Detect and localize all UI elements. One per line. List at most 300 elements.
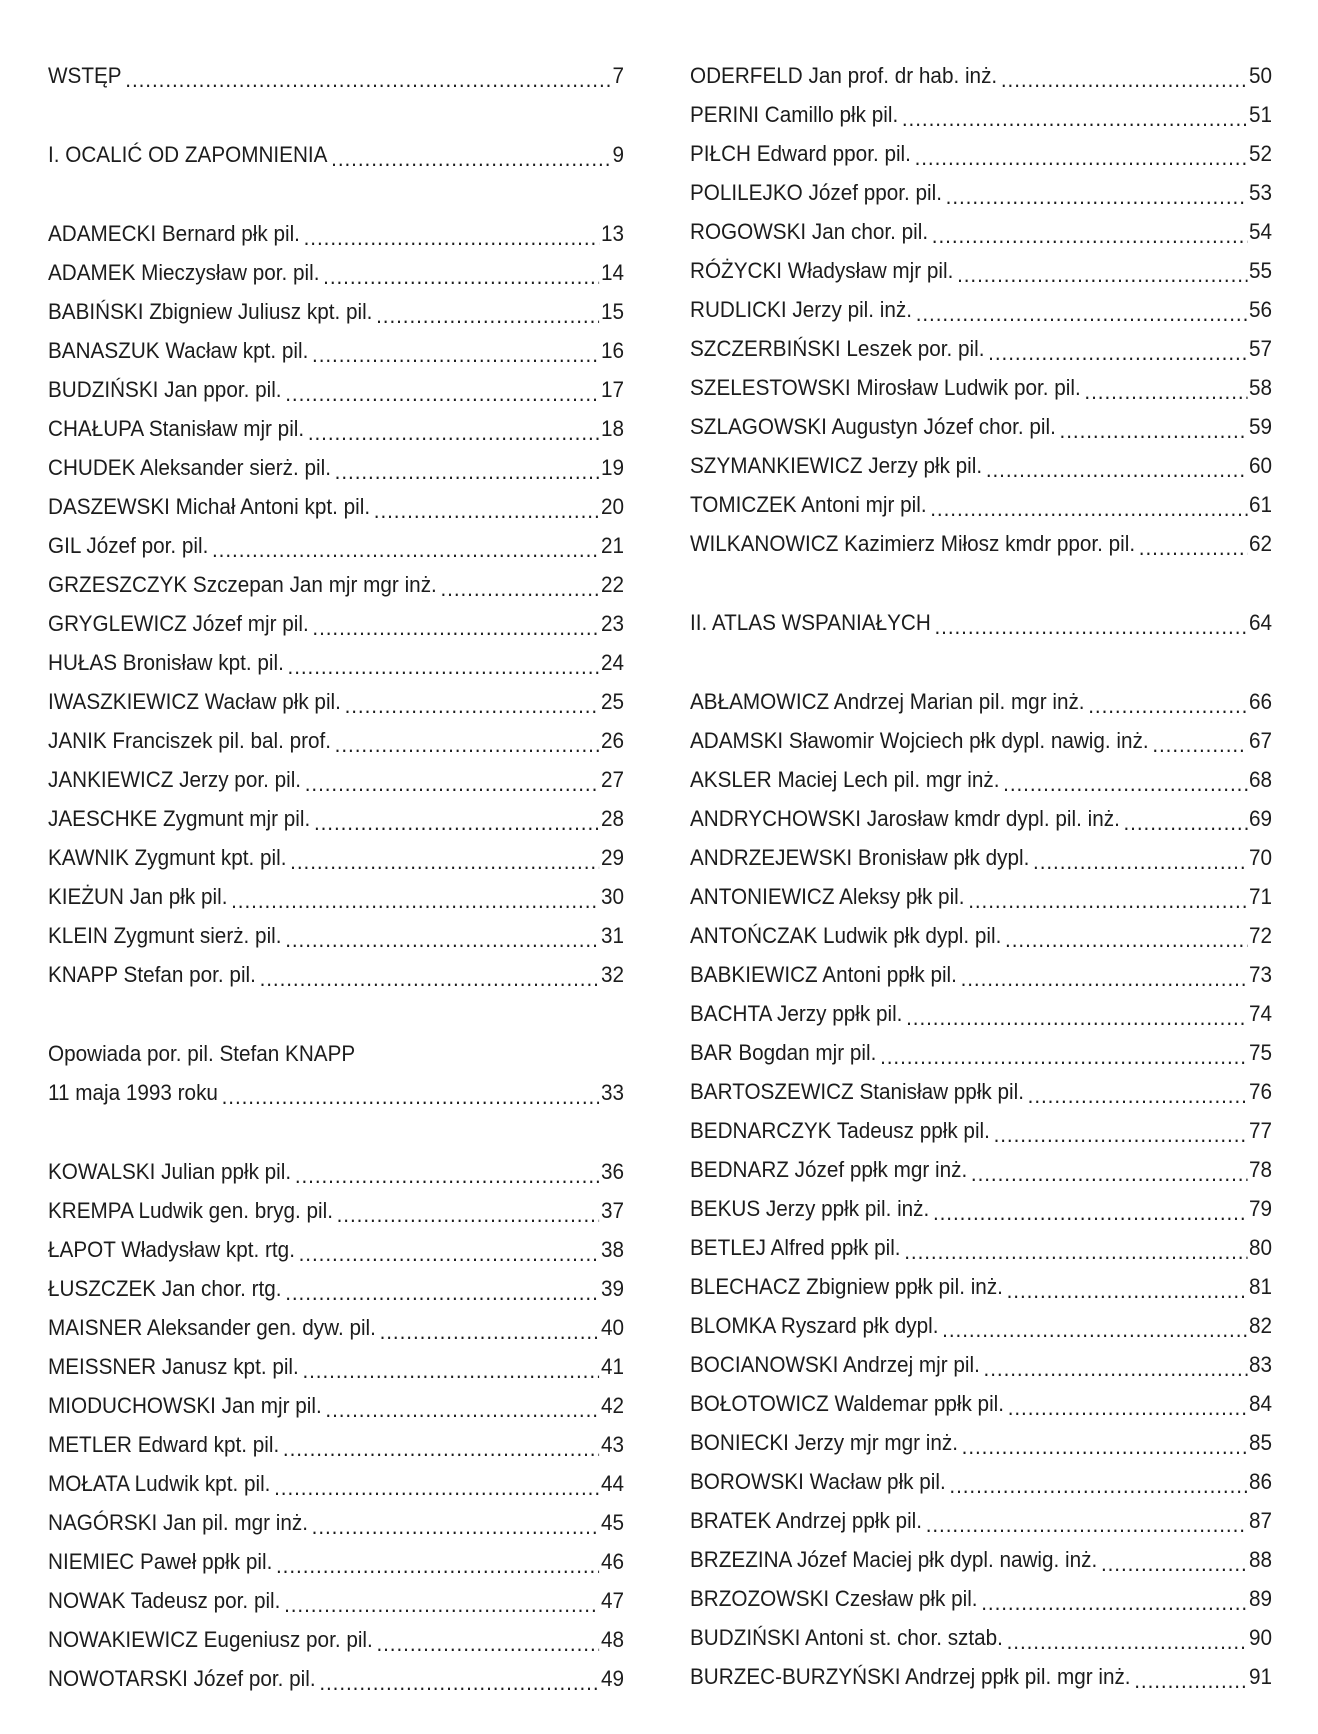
leader-dots	[284, 1590, 599, 1620]
toc-entry	[690, 212, 1272, 251]
toc-entry-title: BACHTA Jerzy ppłk pil.	[690, 1001, 903, 1026]
leader-dots	[337, 1200, 600, 1230]
toc-page-number: 74	[1248, 1001, 1273, 1026]
leader-dots	[299, 1239, 600, 1269]
toc-entry	[48, 1620, 624, 1659]
toc-entry	[690, 1033, 1272, 1072]
leader-dots	[345, 691, 600, 721]
leader-dots	[314, 808, 599, 838]
toc-entry-title: MOŁATA Ludwik kpt. pil.	[48, 1471, 271, 1496]
toc-entry-title: WILKANOWICZ Kazimierz Miłosz kmdr ppor. pil.	[690, 531, 1136, 556]
toc-entry-title: ADAMSKI Sławomir Wojciech płk dypl. nawig. inż.	[690, 728, 1149, 753]
toc-entry-title: ROGOWSKI Jan chor. pil.	[690, 219, 929, 244]
toc-page-number: 83	[1248, 1352, 1273, 1377]
toc-entry	[48, 253, 624, 292]
spacer	[48, 174, 624, 214]
toc-entry	[48, 1269, 624, 1308]
toc-entry	[48, 1542, 624, 1581]
leader-dots	[915, 143, 1248, 173]
toc-entry	[690, 1189, 1272, 1228]
toc-entry	[690, 1072, 1272, 1111]
toc-entry	[690, 134, 1272, 173]
toc-entry-title: CHAŁUPA Stanisław mjr pil.	[48, 416, 305, 441]
toc-page-number: 75	[1248, 1040, 1273, 1065]
toc-page-number: 89	[1248, 1586, 1273, 1611]
leader-dots	[880, 1042, 1247, 1072]
toc-entry	[48, 916, 624, 955]
spacer	[690, 563, 1272, 603]
leader-dots	[1028, 1081, 1247, 1111]
leader-dots	[902, 104, 1247, 134]
toc-entry-title: MEISSNER Janusz kpt. pil.	[48, 1354, 299, 1379]
toc-page-number: 26	[600, 728, 625, 753]
leader-dots	[986, 455, 1247, 485]
toc-entry-title: KAWNIK Zygmunt kpt. pil.	[48, 845, 287, 870]
leader-dots	[276, 1551, 599, 1581]
leader-dots	[1005, 925, 1247, 955]
toc-entry	[690, 799, 1272, 838]
leader-dots	[290, 847, 599, 877]
toc-entry	[690, 251, 1272, 290]
leader-dots	[288, 652, 600, 682]
toc-page-number: 86	[1248, 1469, 1273, 1494]
toc-page-number: 7	[612, 63, 625, 88]
toc-page-number: 49	[600, 1666, 625, 1691]
leader-dots	[1001, 65, 1247, 95]
toc-page-number: 80	[1248, 1235, 1273, 1260]
toc-entry	[48, 955, 624, 994]
toc-entry-title: GIL Józef por. pil.	[48, 533, 209, 558]
toc-entry-title: BOŁOTOWICZ Waldemar ppłk pil.	[690, 1391, 1005, 1416]
toc-entry	[690, 1267, 1272, 1306]
toc-entry	[48, 1152, 624, 1191]
toc-entry-title: KOWALSKI Julian ppłk pil.	[48, 1159, 292, 1184]
toc-entry-title: BETLEJ Alfred ppłk pil.	[690, 1235, 901, 1260]
toc-entry-title: BUDZIŃSKI Antoni st. chor. sztab.	[690, 1625, 1003, 1650]
toc-entry	[48, 1425, 624, 1464]
leader-dots	[325, 1395, 599, 1425]
toc-page-number: 44	[600, 1471, 625, 1496]
toc-entry-title: BEDNARZ Józef ppłk mgr inż.	[690, 1157, 968, 1182]
toc-page-number: 42	[600, 1393, 625, 1418]
leader-dots	[285, 925, 599, 955]
toc-entry-title: RUDLICKI Jerzy pil. inż.	[690, 297, 913, 322]
toc-page-number: 36	[600, 1159, 625, 1184]
toc-page-number: 77	[1248, 1118, 1273, 1143]
toc-page-number: 73	[1248, 962, 1273, 987]
toc-entry-title: BOROWSKI Wacław płk pil.	[690, 1469, 946, 1494]
toc-entry	[48, 604, 624, 643]
toc-entry-title: ANTOŃCZAK Ludwik płk dypl. pil.	[690, 923, 1002, 948]
leader-dots	[335, 457, 599, 487]
leader-dots	[988, 338, 1247, 368]
leader-dots	[968, 886, 1247, 916]
toc-page-number: 38	[600, 1237, 625, 1262]
toc-entry-title: DASZEWSKI Michał Antoni kpt. pil.	[48, 494, 371, 519]
toc-page-number: 33	[600, 1080, 625, 1105]
toc-entry	[690, 877, 1272, 916]
toc-entry	[48, 565, 624, 604]
toc-page-number: 51	[1248, 102, 1273, 127]
leader-dots	[1008, 1393, 1247, 1423]
toc-entry-title: BURZEC-BURZYŃSKI Andrzej ppłk pil. mgr inż.	[690, 1664, 1131, 1689]
toc-page-number: 91	[1248, 1664, 1273, 1689]
toc-entry-title: BEDNARCZYK Tadeusz ppłk pil.	[690, 1118, 990, 1143]
toc-entry-list	[690, 682, 1272, 1696]
toc-entry	[690, 1345, 1272, 1384]
toc-page-number: 15	[600, 299, 625, 324]
toc-page-number: 58	[1248, 375, 1273, 400]
toc-entry-title: BARTOSZEWICZ Stanisław ppłk pil.	[690, 1079, 1024, 1104]
toc-entry-list	[48, 214, 624, 994]
toc-entry-title: ŁUSZCZEK Jan chor. rtg.	[48, 1276, 282, 1301]
toc-entry-title: JANKIEWICZ Jerzy por. pil.	[48, 767, 302, 792]
toc-entry-title: PIŁCH Edward ppor. pil.	[690, 141, 911, 166]
toc-page-number: 67	[1248, 728, 1273, 753]
toc-entry-title: SZYMANKIEWICZ Jerzy płk pil.	[690, 453, 983, 478]
spacer	[48, 95, 624, 135]
leader-dots	[312, 340, 599, 370]
toc-entry	[690, 760, 1272, 799]
toc-page-number: 57	[1248, 336, 1273, 361]
leader-dots	[1033, 847, 1247, 877]
toc-entry-title: AKSLER Maciej Lech pil. mgr inż.	[690, 767, 1000, 792]
leader-dots	[380, 1317, 600, 1347]
toc-intro-entry	[48, 56, 624, 95]
toc-story-entry	[48, 1073, 624, 1112]
leader-dots	[957, 260, 1247, 290]
toc-entry	[690, 682, 1272, 721]
leader-dots	[1124, 808, 1248, 838]
toc-entry	[690, 1228, 1272, 1267]
toc-page-number: 45	[600, 1510, 625, 1535]
toc-entry	[690, 916, 1272, 955]
toc-entry-title: ANTONIEWICZ Aleksy płk pil.	[690, 884, 965, 909]
toc-entry-title: NIEMIEC Paweł ppłk pil.	[48, 1549, 273, 1574]
toc-entry-title: BLECHACZ Zbigniew ppłk pil. inż.	[690, 1274, 1003, 1299]
toc-entry	[48, 1581, 624, 1620]
leader-dots	[302, 1356, 599, 1386]
toc-page-number: 81	[1248, 1274, 1273, 1299]
toc-entry	[690, 329, 1272, 368]
toc-entry	[48, 214, 624, 253]
toc-entry-title: JAESCHKE Zygmunt mjr pil.	[48, 806, 311, 831]
leader-dots	[1139, 533, 1247, 563]
toc-page-number: 30	[600, 884, 625, 909]
toc-page-number: 72	[1248, 923, 1273, 948]
toc-page-number: 68	[1248, 767, 1273, 792]
toc-page-number: 88	[1248, 1547, 1273, 1572]
toc-entry-list	[48, 1152, 624, 1698]
toc-entry	[48, 643, 624, 682]
toc-entry	[690, 1618, 1272, 1657]
leader-dots	[930, 494, 1247, 524]
leader-dots	[1007, 1276, 1248, 1306]
toc-page-number: 37	[600, 1198, 625, 1223]
toc-entry	[690, 1423, 1272, 1462]
toc-entry	[48, 799, 624, 838]
toc-page-number: 85	[1248, 1430, 1273, 1455]
toc-entry-title: NOWAKIEWICZ Eugeniusz por. pil.	[48, 1627, 373, 1652]
toc-page-number: 22	[600, 572, 625, 597]
leader-dots	[933, 1198, 1247, 1228]
leader-dots	[1088, 691, 1247, 721]
spacer	[48, 1112, 624, 1152]
toc-page-number: 27	[600, 767, 625, 792]
toc-entry	[690, 368, 1272, 407]
toc-entry-title: I. OCALIĆ OD ZAPOMNIENIA	[48, 142, 328, 167]
toc-page-number: 61	[1248, 492, 1273, 517]
toc-page-number: 48	[600, 1627, 625, 1652]
toc-entry	[48, 409, 624, 448]
toc-page-number: 32	[600, 962, 625, 987]
toc-entry	[690, 1462, 1272, 1501]
leader-dots	[319, 1668, 599, 1698]
toc-entry-list	[690, 56, 1272, 563]
leader-dots	[283, 1434, 599, 1464]
toc-entry-title: POLILEJKO Józef ppor. pil.	[690, 180, 942, 205]
toc-page-number: 43	[600, 1432, 625, 1457]
toc-entry-title: PERINI Camillo płk pil.	[690, 102, 899, 127]
leader-dots	[374, 496, 599, 526]
toc-entry-title: KIEŻUN Jan płk pil.	[48, 884, 228, 909]
toc-entry-title: BABIŃSKI Zbigniew Juliusz kpt. pil.	[48, 299, 373, 324]
toc-page-number: 87	[1248, 1508, 1273, 1533]
toc-entry	[48, 370, 624, 409]
leader-dots	[1152, 730, 1247, 760]
leader-dots	[295, 1161, 599, 1191]
toc-entry-title: ADAMEK Mieczysław por. pil.	[48, 260, 320, 285]
toc-page-number: 47	[600, 1588, 625, 1613]
leader-dots	[904, 1237, 1247, 1267]
toc-page-number: 69	[1248, 806, 1273, 831]
leader-dots	[285, 1278, 599, 1308]
toc-page-number: 76	[1248, 1079, 1273, 1104]
toc-entry	[690, 95, 1272, 134]
toc-entry-title: BLOMKA Ryszard płk dypl.	[690, 1313, 939, 1338]
toc-entry	[48, 526, 624, 565]
leader-dots	[1007, 1627, 1248, 1657]
toc-page-number: 60	[1248, 453, 1273, 478]
toc-entry	[690, 1579, 1272, 1618]
toc-page-number: 16	[600, 338, 625, 363]
toc-entry	[690, 1501, 1272, 1540]
toc-column-left	[48, 56, 624, 1698]
leader-dots	[906, 1003, 1247, 1033]
toc-entry	[690, 838, 1272, 877]
toc-entry-title: ANDRYCHOWSKI Jarosław kmdr dypl. pil. inż.	[690, 806, 1120, 831]
toc-entry-title: BEKUS Jerzy ppłk pil. inż.	[690, 1196, 930, 1221]
toc-entry-title: BONIECKI Jerzy mjr mgr inż.	[690, 1430, 958, 1455]
toc-entry-title: ANDRZEJEWSKI Bronisław płk dypl.	[690, 845, 1030, 870]
leader-dots	[331, 144, 610, 174]
toc-entry	[48, 292, 624, 331]
toc-page-number: 31	[600, 923, 625, 948]
toc-page-number: 39	[600, 1276, 625, 1301]
leader-dots	[212, 535, 599, 565]
leader-dots	[222, 1082, 600, 1112]
toc-page-number: 53	[1248, 180, 1273, 205]
toc-entry-title: BOCIANOWSKI Andrzej mjr pil.	[690, 1352, 980, 1377]
leader-dots	[440, 574, 599, 604]
toc-entry-title: IWASZKIEWICZ Wacław płk pil.	[48, 689, 341, 714]
toc-entry	[690, 173, 1272, 212]
toc-page-number: 59	[1248, 414, 1273, 439]
toc-entry-title: SZLAGOWSKI Augustyn Józef chor. pil.	[690, 414, 1056, 439]
leader-dots	[335, 730, 599, 760]
toc-entry	[690, 1111, 1272, 1150]
toc-entry	[690, 1657, 1272, 1696]
toc-entry-title: BRATEK Andrzej ppłk pil.	[690, 1508, 923, 1533]
toc-entry	[690, 446, 1272, 485]
toc-entry	[48, 682, 624, 721]
toc-entry	[48, 838, 624, 877]
leader-dots	[949, 1471, 1247, 1501]
leader-dots	[323, 262, 599, 292]
toc-entry-title: HUŁAS Bronisław kpt. pil.	[48, 650, 284, 675]
leader-dots	[285, 379, 599, 409]
leader-dots	[932, 221, 1247, 251]
toc-entry	[48, 1659, 624, 1698]
leader-dots	[962, 1432, 1247, 1462]
toc-page-number: 66	[1248, 689, 1273, 714]
leader-dots	[312, 1512, 599, 1542]
toc-page-number: 40	[600, 1315, 625, 1340]
toc-entry-title: BANASZUK Wacław kpt. pil.	[48, 338, 309, 363]
toc-entry	[690, 407, 1272, 446]
toc-page-number: 79	[1248, 1196, 1273, 1221]
spacer	[690, 642, 1272, 682]
toc-entry	[48, 1386, 624, 1425]
toc-entry	[690, 1384, 1272, 1423]
toc-entry-title: KNAPP Stefan por. pil.	[48, 962, 256, 987]
toc-entry	[690, 56, 1272, 95]
toc-entry	[48, 1230, 624, 1269]
leader-dots	[1101, 1549, 1247, 1579]
toc-entry	[48, 760, 624, 799]
toc-entry-title: ABŁAMOWICZ Andrzej Marian pil. mgr inż.	[690, 689, 1085, 714]
toc-page-number: 62	[1248, 531, 1273, 556]
toc-entry-title: ADAMECKI Bernard płk pil.	[48, 221, 300, 246]
toc-entry	[48, 1308, 624, 1347]
leader-dots	[934, 612, 1247, 642]
toc-entry-title: NOWOTARSKI Józef por. pil.	[48, 1666, 316, 1691]
toc-page-number: 70	[1248, 845, 1273, 870]
toc-entry	[48, 877, 624, 916]
toc-page-number: 9	[612, 142, 625, 167]
toc-entry-title: KLEIN Zygmunt sierż. pil.	[48, 923, 282, 948]
leader-dots	[971, 1159, 1247, 1189]
leader-dots	[926, 1510, 1247, 1540]
toc-entry-title: SZELESTOWSKI Mirosław Ludwik por. pil.	[690, 375, 1081, 400]
toc-entry	[48, 331, 624, 370]
toc-page-number: 71	[1248, 884, 1273, 909]
toc-page-number: 56	[1248, 297, 1273, 322]
toc-page-number: 24	[600, 650, 625, 675]
toc-page-number: 19	[600, 455, 625, 480]
toc-entry-title: II. ATLAS WSPANIAŁYCH	[690, 610, 931, 635]
toc-entry-title: BABKIEWICZ Antoni ppłk pil.	[690, 962, 957, 987]
toc-entry-title: SZCZERBIŃSKI Leszek por. pil.	[690, 336, 985, 361]
toc-entry-title: RÓŻYCKI Władysław mjr pil.	[690, 258, 954, 283]
toc-entry-title: BRZEZINA Józef Maciej płk dypl. nawig. inż.	[690, 1547, 1098, 1572]
toc-page-number: 64	[1248, 610, 1273, 635]
toc-entry-title: GRZESZCZYK Szczepan Jan mjr mgr inż.	[48, 572, 437, 597]
leader-dots	[304, 223, 600, 253]
toc-page-number: 52	[1248, 141, 1273, 166]
toc-entry-title: ŁAPOT Władysław kpt. rtg.	[48, 1237, 295, 1262]
leader-dots	[1134, 1666, 1247, 1696]
leader-dots	[376, 301, 599, 331]
toc-page-number: 25	[600, 689, 625, 714]
toc-entry-title: ODERFELD Jan prof. dr hab. inż.	[690, 63, 998, 88]
toc-page-number: 29	[600, 845, 625, 870]
leader-dots	[231, 886, 599, 916]
toc-entry	[690, 1306, 1272, 1345]
toc-page-number: 17	[600, 377, 625, 402]
toc-entry-title: TOMICZEK Antoni mjr pil.	[690, 492, 927, 517]
leader-dots	[984, 1354, 1248, 1384]
leader-dots	[376, 1629, 599, 1659]
toc-page-number: 84	[1248, 1391, 1273, 1416]
toc-entry-title: MIODUCHOWSKI Jan mjr pil.	[48, 1393, 322, 1418]
toc-page-number: 82	[1248, 1313, 1273, 1338]
leader-dots	[1003, 769, 1247, 799]
toc-entry-title: WSTĘP	[48, 63, 122, 88]
toc-entry-title: BRZOZOWSKI Czesław płk pil.	[690, 1586, 978, 1611]
toc-entry	[690, 485, 1272, 524]
toc-entry	[690, 1540, 1272, 1579]
leader-dots	[125, 65, 610, 95]
leader-dots	[274, 1473, 599, 1503]
toc-entry-title: JANIK Franciszek pil. bal. prof.	[48, 728, 332, 753]
toc-section-heading	[690, 603, 1272, 642]
toc-entry-title: BAR Bogdan mjr pil.	[690, 1040, 877, 1065]
toc-entry-title: CHUDEK Aleksander sierż. pil.	[48, 455, 332, 480]
leader-dots	[916, 299, 1247, 329]
toc-page-number: 90	[1248, 1625, 1273, 1650]
toc-page-number: 55	[1248, 258, 1273, 283]
leader-dots	[312, 613, 599, 643]
toc-entry	[690, 994, 1272, 1033]
toc-entry-title: METLER Edward kpt. pil.	[48, 1432, 280, 1457]
toc-page-number: 18	[600, 416, 625, 441]
leader-dots	[981, 1588, 1247, 1618]
toc-page-number: 54	[1248, 219, 1273, 244]
toc-page-number: 50	[1248, 63, 1273, 88]
toc-page-number: 46	[600, 1549, 625, 1574]
toc-entry	[690, 1150, 1272, 1189]
toc-page-number: 41	[600, 1354, 625, 1379]
toc-entry	[690, 955, 1272, 994]
spacer	[48, 994, 624, 1034]
toc-entry-title: GRYGLEWICZ Józef mjr pil.	[48, 611, 309, 636]
toc-entry	[48, 1191, 624, 1230]
toc-entry	[690, 290, 1272, 329]
toc-column-right	[690, 56, 1272, 1696]
toc-entry-title: 11 maja 1993 roku	[48, 1080, 218, 1105]
toc-page-number: 28	[600, 806, 625, 831]
toc-entry	[48, 1503, 624, 1542]
toc-entry	[690, 524, 1272, 563]
toc-entry	[48, 1464, 624, 1503]
leader-dots	[305, 769, 599, 799]
leader-dots	[961, 964, 1248, 994]
toc-page-number: 78	[1248, 1157, 1273, 1182]
toc-entry	[48, 1347, 624, 1386]
toc-entry-title: MAISNER Aleksander gen. dyw. pil.	[48, 1315, 376, 1340]
toc-entry	[48, 448, 624, 487]
